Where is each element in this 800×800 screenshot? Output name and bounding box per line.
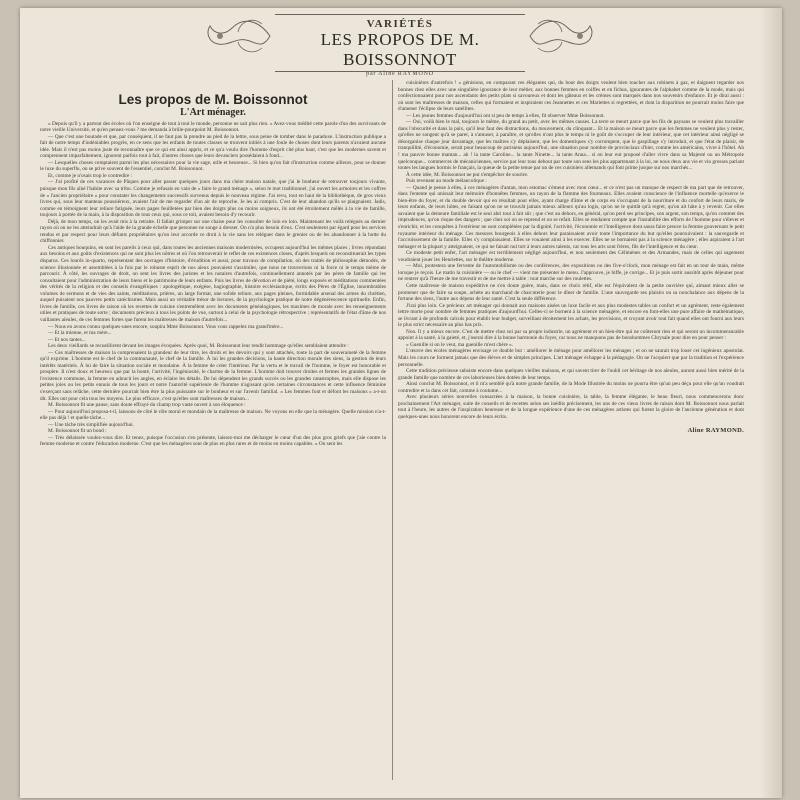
- article-paragraph: Les deux vieillards se recueillirent devant les images évoquées. Après quoi, M. Boissonnot leur rendit hommage qu'elles semblaient attendre :: [48, 343, 349, 350]
- article-paragraph: — Et la mienne, et ma mère...: [48, 330, 112, 337]
- article-paragraph: Et, comme je n'osais trop le contredire :: [48, 172, 133, 179]
- article-paragraph: Ce modeste petit enfer, l'art ménager est terriblement négligé aujourd'hui, et non seulement des Célimènes et des Armandes, mais de celles qui sagement voudraient jouer les Henriettes, sur le théâtre moderne.: [398, 250, 744, 263]
- article-paragraph: Ces antiques bouquins, en sont les pareils à ceux qui, dans toutes les anciennes maisons modernisées, occupent aujourd'hui les mêmes places ; livres répondant aux besoins et aux goûts d'existences qui ne sont plus les nôtres et où l'on retrouverait le reflet de ces existences closes, d'après lesquels on reconstituerait les types disparus. Ces lourds in-quarto, représentant des ouvrages d'histoire, d'érudition et aussi, pour travaux de compilation, où des traités de philosophie démodés, de science illusionnée et assemblées à la fois par le robuste esprit de nos aïeux pouvaient s'assimiler, que nous ne trouverions ni la force ni le temps même de parcourir. À côté, les ouvrages de droit, on sent les livres des juristes et les notaires d'autrefois, continuellement annotés par les pères de famille qui les consultaient pour l'administration de leurs biens et le patrimoine de leurs enfants. Puis les livres de dévotion et de piété, longs exposés et méditations commentées des vérités de la religion et des conseils évangéliques : apologétique, exégèse, hagiographie, histoire ecclésiastique, écrits des Pères de l'Église, innombrables volumes de sermons et de vies des saints, méditations, prières, un large format, une solide reliure, aux pages pleines, formidable arsenal des armes du chrétien, auquel puisaient nos pauvres petits catéchismes. Mais aussi un véritable trésor de lectures, de la psychologie pratique de notre dégénérescence spirituelle. Enfin, livres de famille, ces livres de raison où les recettes de cuisine s'entremêlent avec les documents généalogiques, les maximes de morale avec les renseignements utiles et pratiques de toute sorte ; documents précieux à tous les points de vue, surtout à celui de la psychologie rétrospective ; représentatifs de l'état d'âme de nos vaillantes aïeules, de ces femmes fortes que furent les maîtresses de maison d'autrefois...: [40, 244, 386, 323]
- magazine-page: [20, 8, 782, 798]
- article-paragraph: Déjà, de mon temps, on les avait mis à la retraite. Il fallait grimper sur une chaise pour les consulter de loin en loin. Maintenant les voilà relégués au dernier rayon où on ne les atteindrait qu'à l'aide de la grande échelle que personne ne songe à dresser. On n'a plus besoin d'eux. C'est seulement par égard pour les services rendus et par respect pour leurs défunts propriétaires qu'on leur accorde ce droit à la vie sans les reléguer dans le grenier ou de les abandonner à la hotte du chiffonnier.: [40, 218, 386, 245]
- article-paragraph: — Que c'est une boutade et que, par conséquent, il ne faut pas la prendre au pied de la lettre, sous peine de tomber dans le paradoxe. L'instruction publique a fait de notre temps d'indéniables progrès, en ce sens que les enfants de toutes classes se trouvent initiés à une foule de choses dont leurs parents n'avaient aucune idée. Mais il n'est pas moins juste de reconnaître que ce qui est ainsi appris, et ce qu'a voulu dire l'homme d'esprit cité plus haut, c'est que les modernes savent et comprennent imparfaitement, ignorent parfois tout à fait, d'autres choses que leurs devanciers possédaient à fond...: [40, 133, 386, 160]
- article-paragraph: — Lesquelles choses comptaient parmi les plus nécessaires pour la vie sage, utile et heureuse... Si bien qu'on fait d'instruction comme ailleurs, pour se donner le luxe du superflu, on se prive souvent de l'essentiel, conclut M. Boissonnot.: [40, 159, 386, 173]
- article-paragraph: Non. Il y a mieux encore. C'est de mettre chez soi par sa propre industrie, un agrément et un bien-être qui ne coûteront rien et qui seront un incommensurable appoint à la santé, à la gaieté, et, j'oserai dire à la bonne harmonie du foyer, car nous ne manquons pas de bonshommes Chrysale pour dire en pour penser :: [398, 328, 744, 342]
- article-paragraph: M. Boissonnot fit une pause, sans doute effrayé du champ trop vaste ouvert à son éloquence :: [48, 402, 246, 409]
- article-paragraph: — Très délaissée voulez-vous dire. Et tenez, puisque l'occasion s'en présente, laissez-moi me décharger le cœur d'un des plus gros griefs que j'aie contre la femme moderne et contre l'éducation moderne. C'est que les ménagères sont de plus en plus rares et de moins en moins capables. « On sent les: [40, 434, 386, 448]
- article-paragraph: — Et nos tantes...: [48, 336, 86, 343]
- article-column-left: [40, 80, 386, 790]
- article-paragraph: « Guenille si on le veut, ma guenille m'est chère ».: [406, 341, 514, 348]
- article-paragraph: Puis revenant au mode mélancolique :: [406, 178, 487, 185]
- article-paragraph: — Les jeunes femmes d'aujourd'hui ont si peu de temps à elles, fit observer Mme Boissonnot.: [406, 112, 605, 119]
- article-paragraph: — Quand je pense à elles, à ces ménagères d'antan, mon estomac s'émeut avec mon cœur... et ce n'est pas un manque de respect de ma part que de retrouver, dans l'entente qui unissait leur mémoire d'honnêtes femmes, un rayon de la flamme des fourneaux. Elles avaient conscience de l'influence mortelle qu'exerce le bien-être du foyer, et du double devoir qui en résultait pour elles, ayant charge d'âme et de corps en s'occupant de la nourriture et du confort de leurs maris, de leurs enfants, de leurs hôtes, en faisant qu'on ne se trouvât jamais mieux ailleurs qu'au logis, qu'on ne le quittât qu'à regret, qu'on ait hâte à y revenir. Car elles savaient que la demeure familiale est le seul abri tout à fait sûr ; que c'est au dehors, en général, qu'on perd ses principes, son argent, son temps, qu'on commet des imprudences, qu'on risque des dangers ; que chez soi on se reprend et on se refait. Elles se rendaient compte que l'instabilité des efforts de l'homme pour s'élever et s'enrichir, et les conquêtes à l'extérieur ne sont complétées par la dignité, l'activité, l'économie et l'intelligence dont saura faire preuve la femme gouvernant le petit royaume intérieur du ménage. Ces mesures bourgeois à elles dehors leur paraissaient avoir toute l'importance du but qu'elles poursuivaient : la sauvegarde et l'accroissement de la famille. Elles s'y complaisaient. Elles se vouaient ainsi à les exercer. Elles ne se bornaient pas à la science ménagère ; elles aspiraient à l'art ménager et la plupart y atteignaient, ce qui ne faisait nul tort à leurs autres talents, car tous les arts sont frères, fils de l'intelligence et du cœur.: [398, 184, 744, 250]
- article-column-right: [398, 80, 744, 790]
- article-title: Les propos de M. Boissonnot: [118, 92, 308, 107]
- section-category: VARIÉTÉS: [366, 18, 434, 30]
- article-paragraph: — Oui, voilà bien le mal, toujours le même, du grand au petit, avec les mêmes causes. La terre se meurt parce que les fils de paysans se veulent plus travailler dans l'obscurité et dans la paix, qu'il leur faut des distractions, du mouvement, du clinquant... Et la maison se meurt parce que les femmes ne veulent plus y rester, qu'elles ne songent qu'à se parer, à s'amuser, à paraître, et qu'elles n'ont plus le temps ni le goût de s'occuper de leur intérieur, que cet intérieur ainsi négligé se désorganise chaque jour davantage, que les maîtres s'y déplaisent, que les domestiques s'y corrompent, que le gaspillage s'y introduit, et que l'état de plaisir, de tranquillité, d'économie, serait pour beaucoup de parisiens aujourd'hui, une situation pour nombre de provinciaux d'hier, comme les américains, vivre à l'hôtel. Ah ! ma pauvre bonne maman... ah ! la tante Caroline... la tante Ninette... la tante Anna... si on leur eut proposé d'aller vivre dans sa Majesté ou un Métropole quelconque... commerces de mécaniciennes, service par leur tous debout par toute son sens les plus appartenant à la loi, ne nous deux ans vie et vin grosses parlant toutes les langues hormis le français, la queue de la petite tenue par un de ces cuisiniers allemands qui font prime jusque sur nos marchés...: [398, 119, 744, 172]
- section-byline: par Aline RAYMOND: [366, 71, 434, 77]
- article-paragraph: cuisinières d'autrefois ! » génisions, en comparant ces élégantes qui, du bout des doigts veulent bien toucher aux robinets à gaz, et daignent regarder nos bonnes chez elles avec une singulière ignorance de leur métier, aux bonnes femmes en coiffes et en fichus, ignorantes de l'alphabet comme de la mode, mais qui confectionnaient pour nos ascendants des petits plats si savoureux et dont les gâteaux et les crèmes sont marqués dans nos souvenirs d'enfance. Et je dirai aussi : où sont les maîtresses de maison, celles qui formaient et inspiraient ces Jeannettes et ces Mariettes si regrettées, et dont la disparition ne pourrait moins faire que d'amener l'éclipse de leurs satellites.: [398, 80, 744, 113]
- article-paragraph: Ainsi conclut M. Boissonnot, et il m'a semblé qu'à notre grande famille, de la Mode Illustrée du moins ne pourra être qu'un peu déçu pour elle qu'un voudrait contredire et la dans cet fait, comme à coutume...: [398, 381, 744, 394]
- article-paragraph: Avec plusieurs séries nouvelles consacrées à la maison, la bonne cuisinière, la table, la femme élégante, le beau fleuri, nous commencerons donc prochainement l'Art ménager, suite de conseils et de recettes selon ses inédits précisement, les uns de ces vieux livres de raison dont M. Boissonnot nous parlait tout à l'heure, les autres de l'inspiration heureuse et de la longue expérience d'une de ces ménagères artistes qui furent la gloire de l'ancienne génération et dont quelques-unes nous honorent encore de leurs écrits.: [398, 394, 744, 420]
- article-paragraph: « Depuis qu'il y a partout des écoles où l'on enseigne de tout à tout le monde, personne ne sait plus rien. » Avez-vous médité cette parole d'un des survivants de notre vieille Université, et qu'en pensez-vous ? me demanda à brûle-pourpoint M. Boissonnot.: [40, 120, 386, 134]
- article-paragraph: Cette tradition précieuse subsiste encore dans quelques vieilles maisons, et qui savent tirer de l'oubli cet héritage de nos aïeules, auront aussi bien mérité de la grande famille que nombre de ces laborieuses bien dotées de leur temps.: [398, 368, 744, 381]
- section-banner: [275, 14, 525, 77]
- article-paragraph: À cette idée, M. Boissonnot ne put s'empêcher de sourire.: [406, 171, 529, 178]
- ornament-left-icon: [202, 14, 272, 58]
- article-paragraph: — Ces maîtresses de maison la comprenaient la grandeur de leur titre, les droits et les devoirs qui y sont attachés, toute la part de souveraineté de la femme qu'il exprime. L'homme est le chef de la communauté, le chef de la famille. À lui les grandes décisions, la haute direction morale des siens, la gestion de leurs intérêts matériels. À lui de faire la situation sociale et mondaine. À la femme de créer l'intérieur. Par la vertu et le travail de l'homme, le foyer est honorable et prospère. Il n'est doux et heureux que par la bonté, l'activité, l'ingéniosité, le charme de la femme. L'homme doit trouver droites et fermes les grandes lignes de l'existence commune, la femme en adoucit les angles, en éclaire les détails. De lui dépendent les grands succès ou les grandes catastrophes, mais elle dispose les petites joies ou les petits ennuis de tous les jours et notre l'autorité supérieure de l'homme n'agissant qu'en certaines circonstances et cette influence féminine s'exerçant sans relâche, cette dernière pourrait bien être la plus puissante sur le bonheur et sur l'avenir familial. « Les femmes font et défont les maisons » a-t-on dit. Elles ont pour cela tous les moyens. Le plus efficace, c'est qu'elles sont maîtresses de maison...: [40, 349, 386, 402]
- article-paragraph: — Pour aujourd'hui proposa-t-il, laissons de côté le rôle moral et mondain de la maîtresse de maison. Ne voyons en elle que la ménagère. Quelle mission n'a-t-elle pas déjà ! et quelle tâche...: [40, 408, 386, 422]
- article-paragraph: J'irai plus loin. Ce précieux art ménager qui donnait aux maisons aisées un luxe facile et aux plus modestes tables un confort et un agrément, reste également lettre morte pour nombre de femmes pratiques d'aujourd'hui. Celles-ci se bornent à la science ménagère, et encore en font-elles une pure affaire de mathématique, se livrant à de profonds calculs pour établir leur budget, surveillant étroitement les achats, les provisions, et croyant avoir tout fait quand elles ont fourni aux leurs le plus strict nécessaire au plus bas prix.: [398, 302, 744, 329]
- article-signature: Aline RAYMOND.: [687, 427, 744, 435]
- article-paragraph: M. Boissonnot fit un bond :: [48, 428, 107, 435]
- article-paragraph: Cette maîtresse de maison expéditive ne s'en doute guère, mais, dans ce choix rétif, elle est l'équivalent de la petite ouvrière qui, aimant mieux aller se promener que de faire sa soupe, achète au marchand de charcuterie pour le dîner de famille. L'une sauvegarde ses plaisirs ou sa nonchalance aux dépens de la fortune des siens, l'autre aux dépens de leur santé. C'est la seule différence.: [398, 282, 744, 303]
- ornament-right-icon: [528, 14, 598, 58]
- column-divider: [392, 80, 393, 780]
- article-paragraph: — Une tâche très simplifiée aujourd'hui.: [48, 421, 134, 428]
- section-title: LES PROPOS DE M. BOISSONNOT: [320, 30, 480, 69]
- article-paragraph: — J'ai profité de ces vacances de Pâques pour aller passer quelques jours dans ma chère maison natale, que j'ai le bonheur de retrouver toujours vivante, puisque mon fils aîné l'habite avec sa tribu. Comme je refusais en vain de « faire le grand ménage », selon le mot traditionnel, j'ai ouvert les armoires et les coffres de « l'ancien propriétaire » pour constater les changements successifs survenus depuis le nouveau régime. J'ai revu, tout en haut de la bibliothèque, de gros vieux livres qui, sous leur manteau poussiéreux, avaient l'air de me regarder d'un air de reproche. Je les ai compris. C'est de leur abandon qu'ils se plaignaient. Jadis, comme en témoignent leur reliure fatiguée, leurs pages feuilletées par bien des doigts plus ou moins soigneux, ils ont été étroitement mêlés à la vie de famille, toujours à portée de la main, à la disposition de tous ceux qui, sous ce toit, avaient besoin d'y recourir.: [40, 179, 386, 219]
- article-paragraph: — Mol, protestera une fervente de l'automobilisme ou des conférences, des expositions ou des five-o'clock, mon ménage est fait en un tour de main, même lorsque je reçois. Le matin la cuisinière — ou le chef — vient me présenter le menu. J'approuve, je biffe, je corrige... Et je puis sortir aussitôt après déjeuner pour ne rentrer qu'à l'heure de me travestir et de me mettre à table : tout marche sur des roulettes.: [398, 263, 744, 283]
- article-paragraph: L'œuvre des écoles ménagères envisage ce double but : améliorer le ménage pour améliorer les ménages ; et on ne saurait trop louer cet ingénieux apostolat. Mais les cours ne forment jamais que des élèves et de simples principes. L'art ménager échappe à la pédagogie. On ne l'acquiert que par la tradition et l'expérience personnelle.: [398, 348, 744, 368]
- article-paragraph: — Nous en avons connu quelques-unes encore, soupira Mme Boissonnot. Vous vous rappelez ma grand'mère...: [48, 323, 284, 330]
- article-subtitle: L'Art ménager.: [180, 107, 246, 118]
